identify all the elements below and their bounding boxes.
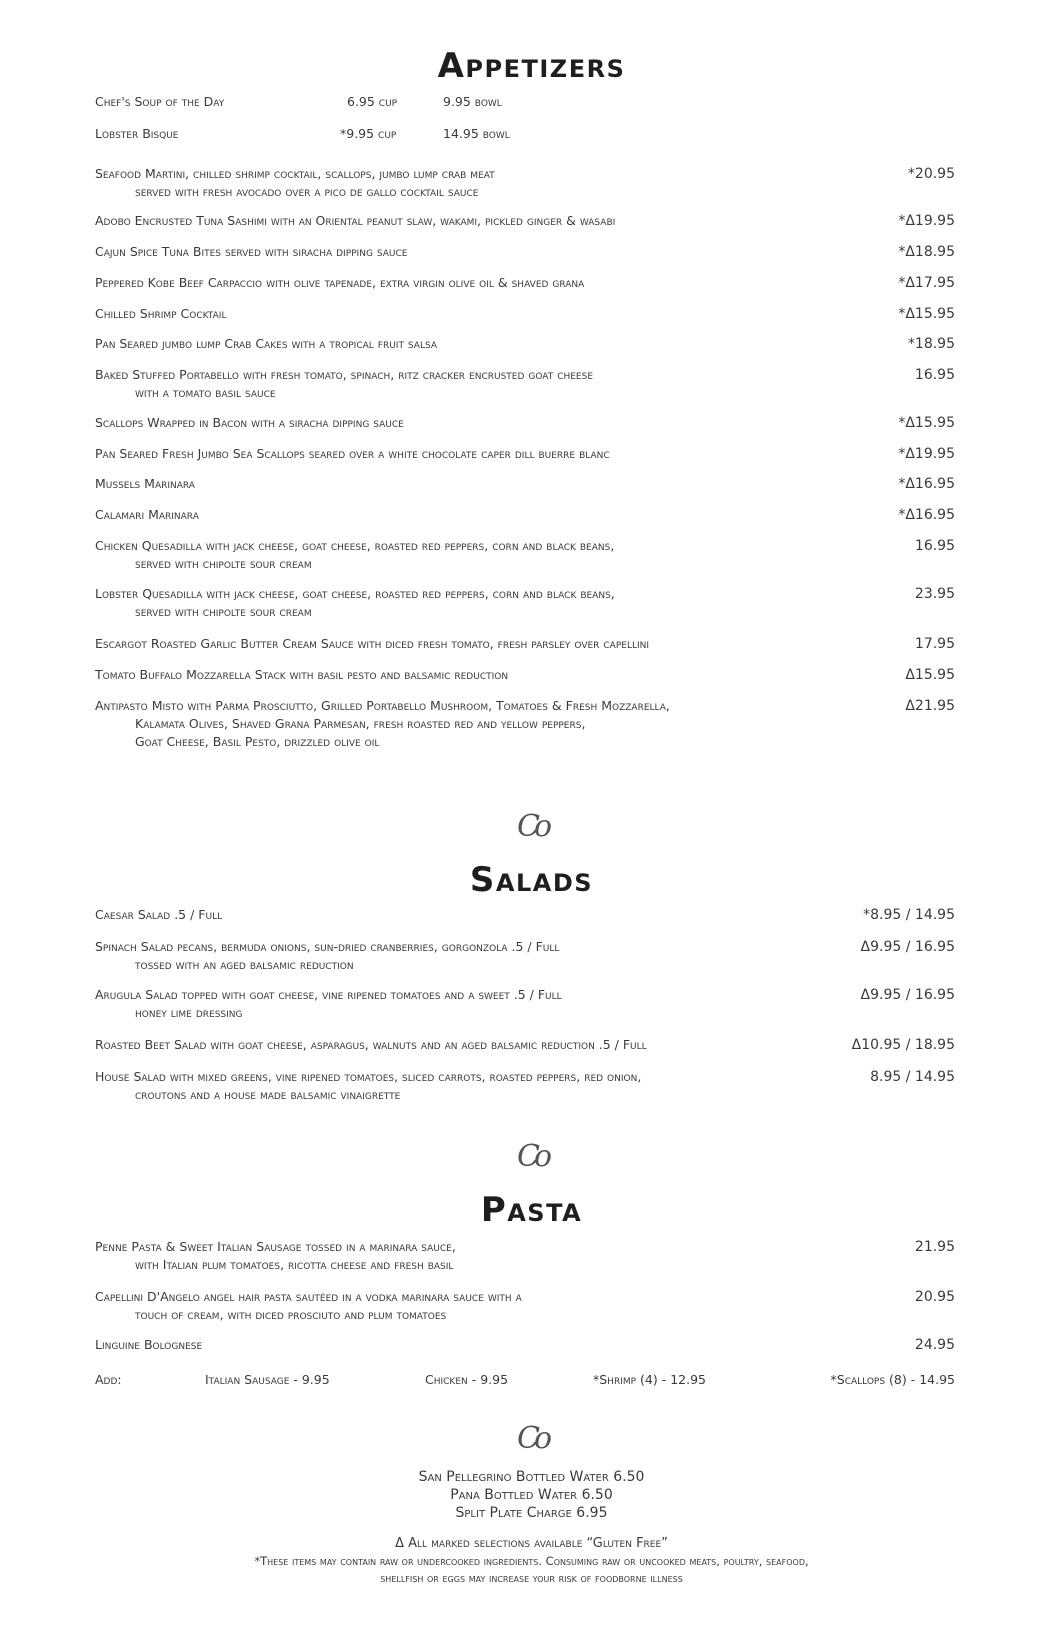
beverage-line: Pana Bottled Water 6.50 xyxy=(450,1487,613,1503)
charge-line: Split Plate Charge 6.95 xyxy=(455,1505,608,1521)
item-price: Δ15.95 xyxy=(905,667,955,683)
item-description: Spinach Salad pecans, bermuda onions, sun-dried cranberries, gorgonzola .5 / Full xyxy=(95,939,560,954)
ornament-divider: Co xyxy=(516,809,546,844)
item-description: Adobo Encrusted Tuna Sashimi with an Oriental peanut slaw, wakami, pickled ginger & wasabi xyxy=(95,213,616,228)
item-description: Mussels Marinara xyxy=(95,476,195,491)
item-price: 21.95 xyxy=(914,1239,955,1255)
salads-title: Salads xyxy=(469,860,594,900)
item-price: *20.95 xyxy=(907,166,955,182)
item-description-cont: served with chipolte sour cream xyxy=(135,556,312,571)
item-description: House Salad with mixed greens, vine ripened tomatoes, sliced carrots, roasted peppers, red onion, xyxy=(95,1069,642,1084)
add-option: Italian Sausage - 9.95 xyxy=(205,1372,330,1387)
item-description: Pan Seared jumbo lump Crab Cakes with a tropical fruit salsa xyxy=(95,336,437,351)
menu-item xyxy=(95,1336,955,1354)
add-option: *Scallops (8) - 14.95 xyxy=(830,1372,955,1387)
health-warning: shellfish or eggs may increase your risk of foodborne illness xyxy=(380,1571,683,1585)
ornament-divider: Co xyxy=(516,1139,546,1174)
item-description: Peppered Kobe Beef Carpaccio with olive tapenade, extra virgin olive oil & shaved grana xyxy=(95,275,585,290)
add-option: Chicken - 9.95 xyxy=(425,1372,509,1387)
item-price: 24.95 xyxy=(914,1337,955,1353)
health-warning: *These items may contain raw or undercooked ingredients. Consuming raw or uncooked meats, poultry, seafood, xyxy=(254,1554,809,1568)
item-description: Baked Stuffed Portabello with fresh tomato, spinach, ritz cracker encrusted goat cheese xyxy=(95,367,594,382)
item-description: Caesar Salad .5 / Full xyxy=(95,907,223,922)
menu-item xyxy=(95,475,955,493)
item-description-cont: honey lime dressing xyxy=(135,1005,243,1020)
item-price: 20.95 xyxy=(914,1289,955,1305)
menu-item xyxy=(95,986,955,1022)
item-price: *Δ19.95 xyxy=(898,213,955,229)
item-description: Arugula Salad topped with goat cheese, vine ripened tomatoes and a sweet .5 / Full xyxy=(95,987,562,1002)
menu-item xyxy=(95,335,955,353)
menu-item xyxy=(95,697,955,751)
menu-item xyxy=(95,212,955,230)
menu-item xyxy=(95,906,955,924)
menu-item xyxy=(95,585,955,621)
item-description: Chicken Quesadilla with jack cheese, goat cheese, roasted red peppers, corn and black beans, xyxy=(95,538,615,553)
gluten-free-note: Δ All marked selections available “Gluten Free” xyxy=(395,1536,668,1551)
soup-bowl-price: 9.95 bowl xyxy=(443,94,502,109)
item-description-cont: touch of cream, with diced prosciuto and plum tomatoes xyxy=(135,1307,447,1322)
item-description: Pan Seared Fresh Jumbo Sea Scallops seared over a white chocolate caper dill buerre blanc xyxy=(95,446,610,461)
beverage-line: San Pellegrino Bottled Water 6.50 xyxy=(418,1469,645,1485)
menu-item xyxy=(95,938,955,974)
item-description: Seafood Martini, chilled shrimp cocktail, scallops, jumbo lump crab meat xyxy=(95,166,495,181)
item-price: 16.95 xyxy=(914,538,955,554)
item-price: Δ21.95 xyxy=(905,698,955,714)
menu-item xyxy=(95,1238,955,1274)
item-description: Roasted Beet Salad with goat cheese, asparagus, walnuts and an aged balsamic reduction .5 / Full xyxy=(95,1037,647,1052)
menu-item xyxy=(95,366,955,402)
menu-item xyxy=(95,243,955,261)
item-price: *Δ15.95 xyxy=(898,306,955,322)
item-price: *18.95 xyxy=(907,336,955,352)
menu-item xyxy=(95,1068,955,1104)
item-description: Scallops Wrapped in Bacon with a siracha dipping sauce xyxy=(95,415,404,430)
item-description: Capellini D'Angelo angel hair pasta sautéed in a vodka marinara sauce with a xyxy=(95,1289,522,1304)
item-price: *Δ17.95 xyxy=(898,275,955,291)
menu-item xyxy=(95,666,955,684)
item-description-cont: croutons and a house made balsamic vinaigrette xyxy=(135,1087,401,1102)
menu-item xyxy=(95,274,955,292)
menu-item xyxy=(95,635,955,653)
item-price: 17.95 xyxy=(914,636,955,652)
item-description: Antipasto Misto with Parma Prosciutto, Grilled Portabello Mushroom, Tomatoes & Fresh Mozzarella, xyxy=(95,698,670,713)
item-price: *8.95 / 14.95 xyxy=(863,907,955,923)
item-description: Penne Pasta & Sweet Italian Sausage tossed in a marinara sauce, xyxy=(95,1239,456,1254)
appetizers-title: Appetizers xyxy=(437,46,626,86)
item-description-cont: Goat Cheese, Basil Pesto, drizzled olive oil xyxy=(135,734,380,749)
item-description: Lobster Quesadilla with jack cheese, goat cheese, roasted red peppers, corn and black beans, xyxy=(95,586,615,601)
add-option: *Shrimp (4) - 12.95 xyxy=(593,1372,706,1387)
menu-item xyxy=(95,506,955,524)
item-price: Δ10.95 / 18.95 xyxy=(851,1037,955,1053)
item-price: *Δ18.95 xyxy=(898,244,955,260)
item-price: Δ9.95 / 16.95 xyxy=(860,987,955,1003)
menu-item xyxy=(95,537,955,573)
item-price: *Δ16.95 xyxy=(898,476,955,492)
item-description: Escargot Roasted Garlic Butter Cream Sauce with diced fresh tomato, fresh parsley over capellini xyxy=(95,636,650,651)
menu-item xyxy=(95,305,955,323)
item-description: Linguine Bolognese xyxy=(95,1337,203,1352)
item-description-cont: with Italian plum tomatoes, ricotta cheese and fresh basil xyxy=(135,1257,454,1272)
item-description: Chilled Shrimp Cocktail xyxy=(95,306,227,321)
item-description-cont: served with chipolte sour cream xyxy=(135,604,312,619)
item-price: *Δ19.95 xyxy=(898,446,955,462)
menu-item xyxy=(95,414,955,432)
item-description: Cajun Spice Tuna Bites served with siracha dipping sauce xyxy=(95,244,408,259)
item-price: Δ9.95 / 16.95 xyxy=(860,939,955,955)
soup-cup-price: 6.95 cup xyxy=(347,94,398,109)
item-description: Tomato Buffalo Mozzarella Stack with basil pesto and balsamic reduction xyxy=(95,667,509,682)
ornament-divider: Co xyxy=(516,1421,546,1456)
menu-item xyxy=(95,445,955,463)
soup-name: Lobster Bisque xyxy=(95,126,179,141)
item-price: 23.95 xyxy=(914,586,955,602)
pasta-title: Pasta xyxy=(480,1190,583,1230)
soup-bowl-price: 14.95 bowl xyxy=(443,126,510,141)
item-description-cont: served with fresh avocado over a pico de gallo cocktail sauce xyxy=(135,184,479,199)
item-price: *Δ15.95 xyxy=(898,415,955,431)
item-description-cont: Kalamata Olives, Shaved Grana Parmesan, fresh roasted red and yellow peppers, xyxy=(135,716,586,731)
item-description-cont: tossed with an aged balsamic reduction xyxy=(135,957,354,972)
menu-item xyxy=(95,165,955,201)
menu-item xyxy=(95,1288,955,1324)
item-price: 16.95 xyxy=(914,367,955,383)
item-description-cont: with a tomato basil sauce xyxy=(135,385,276,400)
menu-item xyxy=(95,1036,955,1054)
add-label: Add: xyxy=(95,1372,122,1387)
item-description: Calamari Marinara xyxy=(95,507,199,522)
soup-cup-price: *9.95 cup xyxy=(340,126,397,141)
item-price: *Δ16.95 xyxy=(898,507,955,523)
item-price: 8.95 / 14.95 xyxy=(870,1069,955,1085)
soup-name: Chef's Soup of the Day xyxy=(95,94,225,109)
